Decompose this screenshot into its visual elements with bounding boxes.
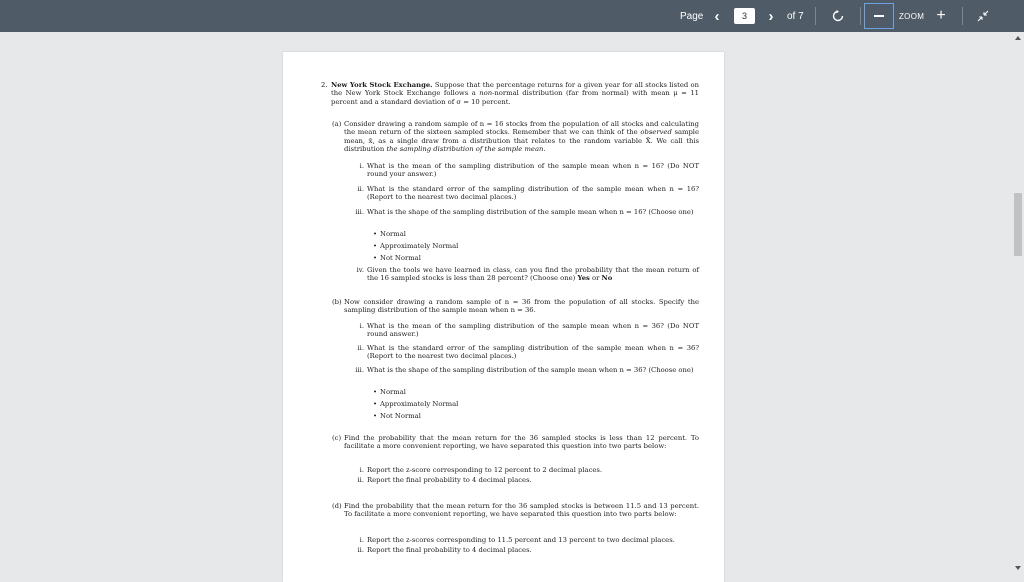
toolbar-divider [815, 7, 816, 25]
minus-icon [874, 15, 884, 17]
question-number: 2. [321, 81, 328, 89]
chevron-right-icon: › [768, 7, 774, 25]
part-b-text: (b) Now consider drawing a random sample of n = 36 from the population of all stocks. Specify the sampling distribution of the sample mean when n = 36. [332, 298, 699, 315]
rotate-reset-icon [832, 10, 844, 22]
part-b-item-1: i. What is the mean of the sampling distribution of the sample mean when n = 36? (Do NOT round answer.) [359, 322, 699, 339]
option-normal[interactable]: • Normal [380, 388, 406, 396]
part-c-item-1: i. Report the z-score corresponding to 12 percent to 2 decimal places. [359, 466, 603, 474]
zoom-label: ZOOM [899, 11, 925, 21]
part-b-item-3: iii. What is the shape of the sampling distribution of the sample mean when n = 36? (Choose one) [355, 366, 694, 374]
question-intro: 2. New York Stock Exchange. Suppose that the percentage returns for a given year for all stocks listed on the New York Stock Exchange follows a non-normal distribution (far from normal) with mean μ = 11 percent and a standard deviation of σ = 10 percent. [321, 81, 699, 106]
part-a-item-1: i. What is the mean of the sampling distribution of the sample mean when n = 16? (Do NOT round your answer.) [359, 162, 699, 179]
zoom-in-button[interactable] [934, 0, 948, 32]
option-normal[interactable]: • Normal [380, 230, 406, 238]
previous-page-button[interactable] [710, 0, 724, 32]
option-approximately-normal[interactable]: • Approximately Normal [380, 400, 458, 408]
part-a-item-2: ii. What is the standard error of the sampling distribution of the sample mean when n = 16? (Report to the nearest two decimal places.) [357, 185, 699, 202]
toolbar-divider [860, 7, 861, 25]
part-d-item-1: i. Report the z-scores corresponding to 11.5 percent and 13 percent to two decimal places. [359, 536, 675, 544]
page-count-label: of 7 [787, 10, 804, 22]
vertical-scrollbar-thumb[interactable] [1014, 193, 1022, 256]
part-d-text: (d) Find the probability that the mean return for the 36 sampled stocks is between 11.5 and 13 percent. To facilitate a more convenient reporting, we have separated this question into two parts below: [332, 502, 699, 519]
next-page-button[interactable] [764, 0, 778, 32]
part-b-item-2: ii. What is the standard error of the sampling distribution of the sample mean when n = 36? (Report to the nearest two decimal places.) [357, 344, 699, 361]
answer-no[interactable]: No [601, 274, 613, 283]
plus-icon: + [936, 7, 946, 24]
option-approximately-normal[interactable]: • Approximately Normal [380, 242, 458, 250]
part-d-item-2: ii. Report the final probability to 4 decimal places. [357, 546, 532, 554]
part-c-text: (c) Find the probability that the mean return for the 36 sampled stocks is less than 12 percent. To facilitate a more convenient reporting, we have separated this question into two parts below: [332, 434, 699, 451]
option-not-normal[interactable]: • Not Normal [380, 254, 421, 262]
toolbar-divider [962, 7, 963, 25]
chevron-left-icon: ‹ [714, 7, 720, 25]
scroll-down-arrow-icon[interactable] [1015, 566, 1021, 570]
option-not-normal[interactable]: • Not Normal [380, 412, 421, 420]
document-page [283, 52, 724, 582]
part-a-text: (a) Consider drawing a random sample of n = 16 stocks from the population of all stocks and calculating the mean return of the sixteen sampled stocks. Remember that we can think of the observed sample mean, x̄, as a single draw from a distribution that relates to the random variable X̄. We call this distribution the sampling distribution of the sample mean. [332, 120, 699, 153]
page-number-input[interactable] [734, 8, 755, 24]
exit-fullscreen-button[interactable] [974, 0, 992, 32]
zoom-out-button[interactable] [864, 3, 894, 29]
page-label: Page [680, 10, 704, 22]
question-title: New York Stock Exchange. [331, 81, 433, 89]
answer-yes[interactable]: Yes [577, 274, 590, 283]
part-c-item-2: ii. Report the final probability to 4 decimal places. [357, 476, 532, 484]
part-a-item-3: iii. What is the shape of the sampling distribution of the sample mean when n = 16? (Choose one) [355, 208, 694, 216]
reset-view-button[interactable] [830, 0, 846, 32]
collapse-arrows-icon [977, 10, 989, 22]
scroll-up-arrow-icon[interactable] [1015, 36, 1021, 40]
part-a-item-4: iv. Given the tools we have learned in class, can you find the probability that the mean return of the 16 sampled stocks is less than 28 percent? (Choose one) Yes or No [356, 266, 699, 283]
viewer-toolbar [0, 0, 1024, 32]
